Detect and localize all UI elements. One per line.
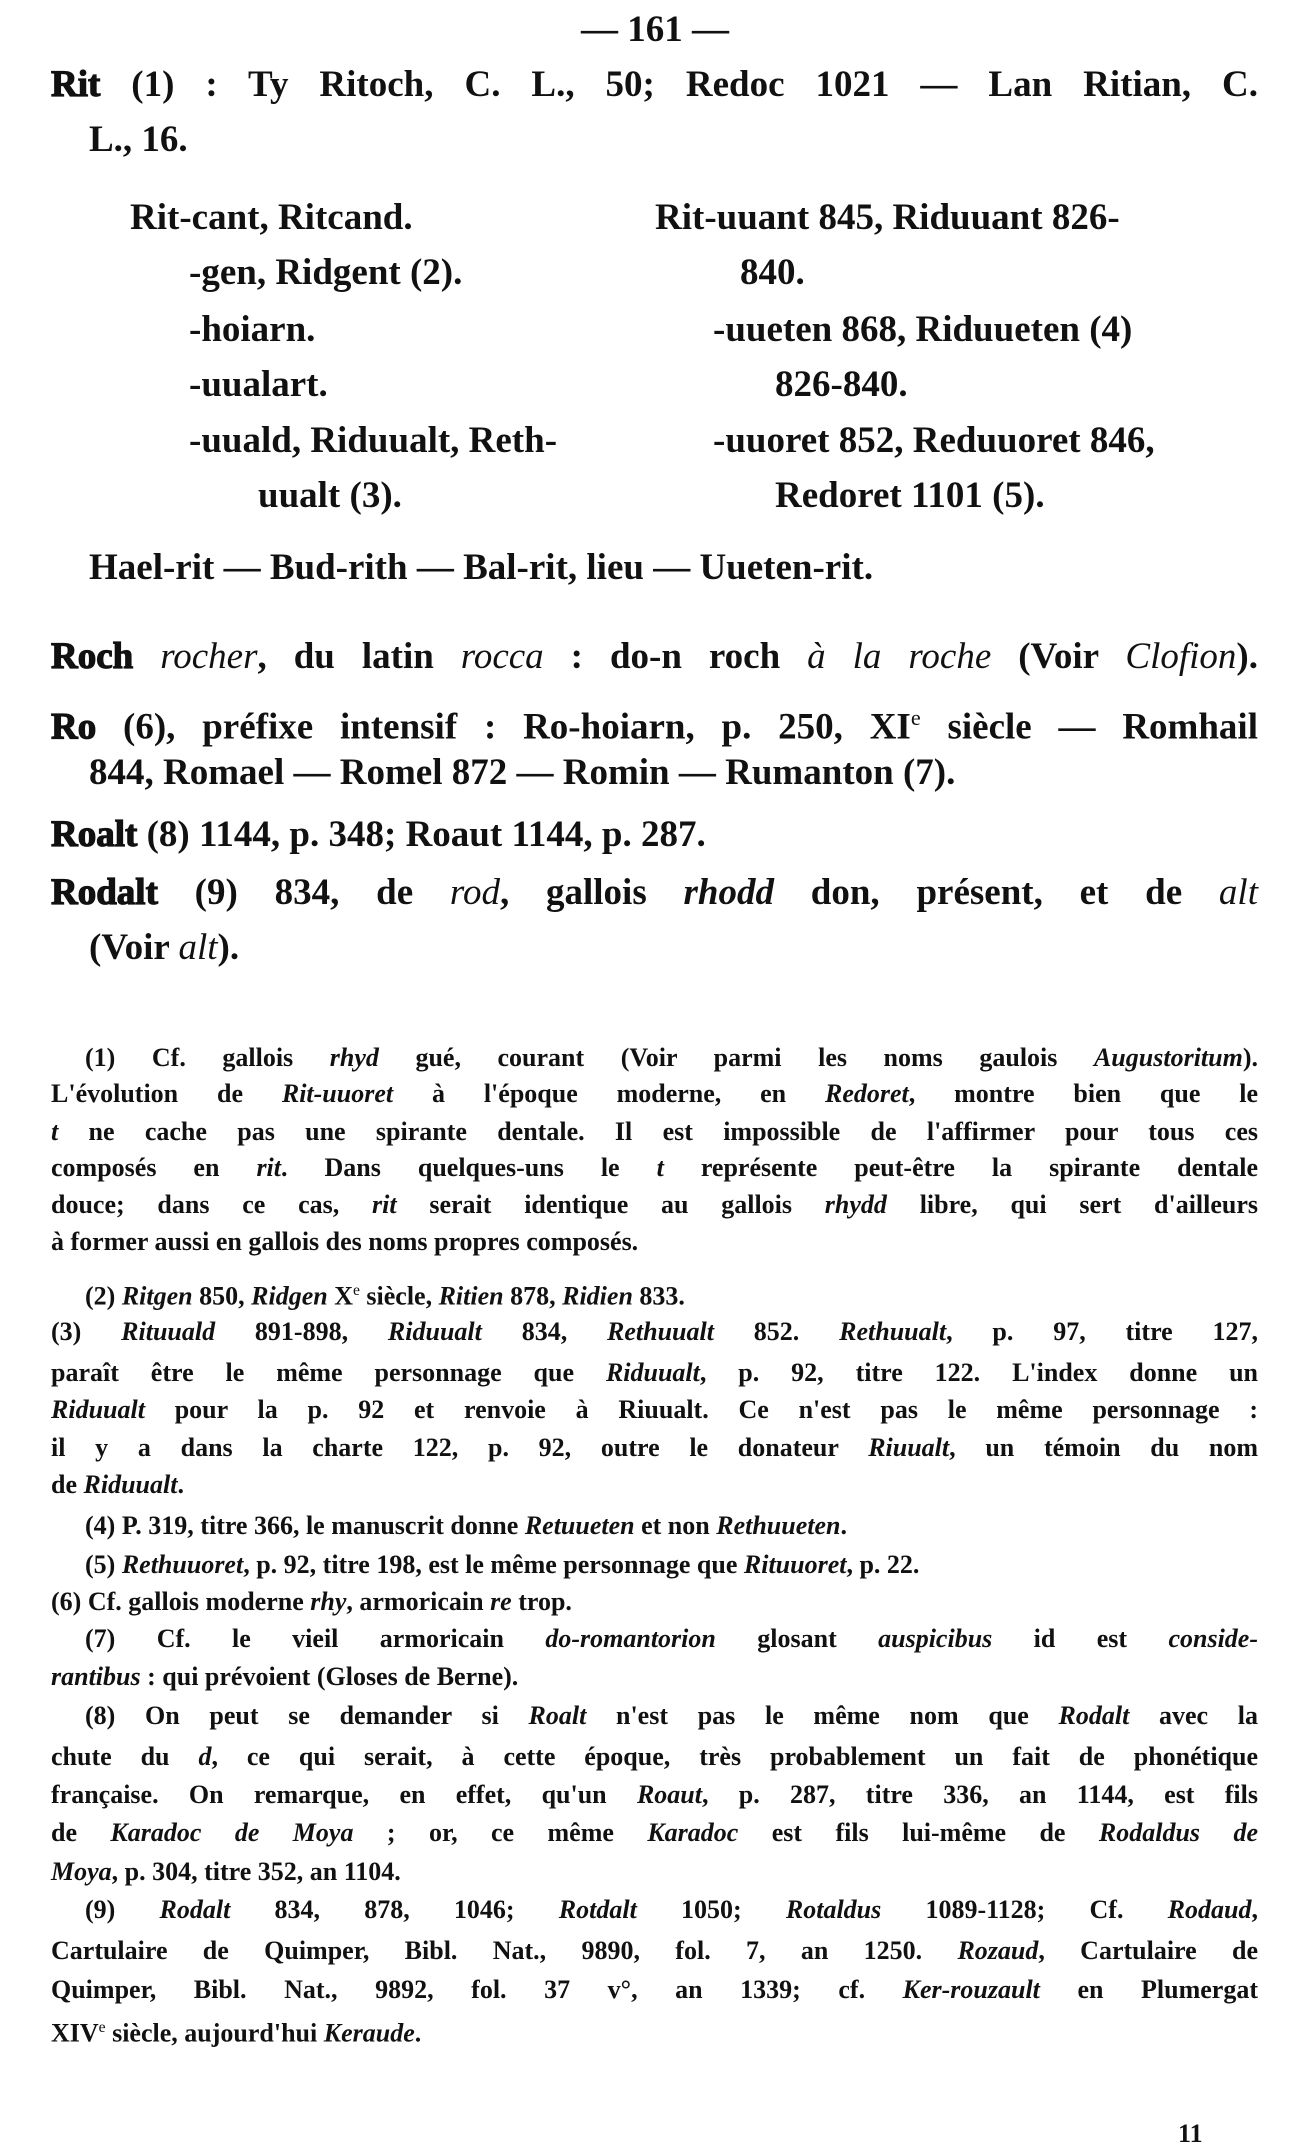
superscript: e (98, 2019, 106, 2036)
text-segment: rhodd (683, 872, 774, 913)
text-segment: , montre bien que le (908, 1079, 1259, 1108)
footnote-line (85, 1894, 1258, 1926)
text-segment: rhy (310, 1587, 347, 1616)
text-line (740, 251, 805, 295)
text-segment: rit (256, 1153, 282, 1182)
superscript: e (910, 705, 921, 730)
text-segment: Ridgen (251, 1281, 328, 1311)
superscript: e (352, 1282, 360, 1299)
text-segment: -gen, Ridgent (2). (189, 252, 463, 293)
text-segment: , gallois (499, 872, 684, 913)
text-segment: gué, courant (Voir parmi les noms gaulois (378, 1043, 1094, 1072)
text-segment: do-romantorion (545, 1624, 716, 1653)
text-segment: Riduualt (605, 1358, 700, 1387)
text-segment: Rotdalt (558, 1895, 637, 1924)
text-segment: Rodaldus de (1098, 1818, 1258, 1847)
text-line (775, 363, 908, 407)
entry-headword: Rit (51, 64, 101, 105)
text-line (51, 696, 1258, 749)
text-segment: ). (1242, 1043, 1258, 1072)
text-segment: (4) P. 319, titre 366, le manuscrit donne (85, 1511, 525, 1540)
footnote-line (51, 1316, 1258, 1348)
text-segment: , p. 22. (846, 1550, 920, 1579)
footnote-line (51, 1189, 1258, 1221)
text-segment: Rotaldus (785, 1895, 882, 1924)
text-segment: Rethuuoret (121, 1550, 244, 1579)
footnote-line (85, 1549, 919, 1581)
text-segment: (8) 1144, p. 348; Roaut 1144, p. 287. (137, 814, 706, 855)
footnote-line (51, 1432, 1258, 1464)
text-segment: alt (178, 927, 218, 968)
text-segment: Riduualt (387, 1317, 482, 1346)
text-segment: conside- (1168, 1624, 1258, 1653)
footnote-line (51, 1226, 638, 1258)
text-segment: glosant (715, 1624, 879, 1653)
footnote-line (85, 1042, 1258, 1074)
text-segment: française. On remarque, en effet, qu'un (51, 1780, 637, 1809)
text-segment: . (414, 2018, 422, 2048)
text-line (189, 419, 557, 463)
text-segment: paraît être le même personnage que (51, 1358, 606, 1387)
text-segment: 878, (503, 1281, 563, 1311)
text-segment: 850, (192, 1281, 252, 1311)
footnote-line (85, 1275, 685, 1312)
text-segment: Clofion (1125, 636, 1237, 677)
text-segment: (6), préfixe intensif : Ro-hoiarn, p. 250, XI (96, 706, 911, 748)
text-segment: 852. (713, 1317, 840, 1346)
text-segment: Rethuualt (607, 1317, 714, 1346)
text-segment: Cartulaire de Quimper, Bibl. Nat., 9890, fol. 7, an 1250. (51, 1936, 958, 1965)
footnote-line (51, 1935, 1258, 1967)
text-segment: en Plumergat (1039, 1975, 1258, 2004)
text-segment: composés en (51, 1153, 257, 1182)
text-segment: Rethuualt (839, 1317, 947, 1346)
text-segment: , p. 304, titre 352, an 1104. (111, 1857, 401, 1886)
text-line (258, 474, 402, 518)
text-segment: . (840, 1511, 847, 1540)
text-segment: ne cache pas une spirante dentale. Il est impossible de l'affirmer pour tous ces (58, 1117, 1258, 1146)
text-segment: , ce qui serait, à cette époque, très probablement un fait de phonétique (211, 1742, 1258, 1771)
text-segment (133, 636, 160, 677)
text-segment: XIV (51, 2018, 99, 2048)
text-segment: re (490, 1587, 512, 1616)
footnote-line (85, 1700, 1258, 1732)
text-segment: , p. 97, titre 127, (946, 1317, 1259, 1346)
text-segment: (2) (85, 1281, 122, 1311)
text-segment: ). (1236, 636, 1258, 677)
text-line (713, 419, 1155, 463)
text-segment: (7) Cf. le vieil armoricain (85, 1624, 546, 1653)
text-segment: t (51, 1117, 59, 1146)
text-segment: 1089-1128; Cf. (881, 1895, 1168, 1924)
text-segment: auspicibus (878, 1624, 993, 1653)
text-segment: -hoiarn. (189, 309, 316, 350)
text-segment: chute du (51, 1742, 199, 1771)
footnote-line (51, 1586, 572, 1618)
text-line (89, 751, 955, 795)
footnote-line (51, 1856, 401, 1888)
footnote-line (85, 1510, 847, 1542)
text-segment: , un témoin du nom (949, 1433, 1258, 1462)
text-segment: 891-898, (215, 1317, 388, 1346)
text-segment: : qui prévoient (Gloses de Berne). (140, 1662, 519, 1691)
text-segment: . (177, 1470, 184, 1499)
text-segment: Rit-uuoret (281, 1079, 394, 1108)
text-segment: Roaut (636, 1780, 702, 1809)
text-segment: Redoret 1101 (5). (775, 475, 1045, 516)
text-segment: Karadoc (647, 1818, 739, 1847)
text-segment: Rozaud (957, 1936, 1039, 1965)
text-segment: 826-840. (775, 364, 908, 405)
text-segment: Rodaud (1167, 1895, 1252, 1924)
text-segment: Redoret (825, 1079, 909, 1108)
text-segment: 834, (481, 1317, 608, 1346)
footnote-line (51, 1469, 184, 1501)
text-line (89, 118, 188, 162)
text-line (89, 926, 239, 970)
text-segment: à la roche (807, 636, 992, 677)
entry-headword: Ro (51, 706, 97, 748)
text-segment: à former aussi en gallois des noms propres composés. (51, 1227, 639, 1256)
text-segment: douce; dans ce cas, (51, 1190, 373, 1219)
text-segment: (1) : Ty Ritoch, C. L., 50; Redoc 1021 — Lan Ritian, C. (100, 64, 1258, 105)
text-segment: , du latin (257, 636, 461, 677)
text-segment: , (1251, 1895, 1258, 1924)
text-segment: (Voir (89, 927, 179, 968)
entry-headword: Rodalt (51, 872, 158, 913)
text-segment: Rodalt (159, 1895, 231, 1924)
text-segment: Rit-uuant 845, Riduuant 826- (655, 197, 1120, 238)
footnote-line (51, 1116, 1258, 1148)
text-segment: libre, qui sert d'ailleurs (886, 1190, 1259, 1219)
text-segment: de (51, 1818, 111, 1847)
text-segment: alt (1218, 872, 1258, 913)
footnote-line (51, 2012, 421, 2049)
text-segment: ; or, ce même (353, 1818, 648, 1847)
text-line (51, 63, 1258, 107)
text-segment: . Dans quelques-uns le (281, 1153, 657, 1182)
text-segment: (1) Cf. gallois (85, 1043, 330, 1072)
text-segment: Rituuoret (743, 1550, 847, 1579)
text-segment: rantibus (51, 1662, 141, 1691)
text-segment: -uuoret 852, Reduuoret 846, (713, 420, 1155, 461)
footnote-line (85, 1623, 1258, 1655)
footnote-line (51, 1741, 1258, 1773)
text-segment: de (51, 1470, 84, 1499)
text-segment: (5) (85, 1550, 122, 1579)
text-segment: rocca (460, 636, 544, 677)
text-segment: est fils lui-même de (738, 1818, 1099, 1847)
text-segment: siècle, aujourd'hui (105, 2018, 324, 2048)
text-line (655, 196, 1120, 240)
text-line (189, 308, 315, 352)
text-line (89, 546, 873, 590)
text-segment: Karadoc de Moya (110, 1818, 354, 1847)
text-segment: Ridien (562, 1281, 633, 1311)
text-segment: serait identique au gallois (396, 1190, 825, 1219)
text-segment: trop. (511, 1587, 572, 1616)
text-segment: t (656, 1153, 664, 1182)
text-segment: (8) On peut se demander si (85, 1701, 529, 1730)
text-segment: -uuald, Riduualt, Reth- (189, 420, 558, 461)
footnote-line (51, 1152, 1258, 1184)
text-segment: à l'époque moderne, en (393, 1079, 826, 1108)
text-segment: 834, 878, 1046; (230, 1895, 559, 1924)
signature-mark: 11 (1178, 2119, 1203, 2148)
text-line (130, 196, 413, 240)
text-segment: pour la p. 92 et renvoie à Riuualt. Ce n'est pas le même personnage : (144, 1395, 1258, 1424)
text-segment: don, présent, et de (773, 872, 1219, 913)
text-segment: rit (372, 1190, 397, 1219)
text-segment: Riduualt (83, 1470, 178, 1499)
text-segment: : do-n roch (543, 636, 808, 677)
text-segment: siècle, (359, 1281, 439, 1311)
text-segment: et non (634, 1511, 717, 1540)
text-segment: , p. 287, titre 336, an 1144, est fils (701, 1780, 1258, 1809)
text-segment: L., 16. (89, 119, 188, 160)
text-segment: -uualart. (189, 364, 328, 405)
text-segment: rocher (160, 636, 258, 677)
text-segment: Retuueten (524, 1511, 635, 1540)
footnote-line (51, 1661, 518, 1693)
text-line (713, 308, 1132, 352)
text-segment: Ritgen (121, 1281, 193, 1311)
text-segment: L'évolution de (51, 1079, 282, 1108)
text-segment: Moya (51, 1857, 112, 1886)
text-line (775, 474, 1045, 518)
text-segment: ). (217, 927, 240, 968)
text-segment: , armoricain (346, 1587, 491, 1616)
entry-headword: Roalt (51, 814, 138, 855)
text-segment: avec la (1129, 1701, 1258, 1730)
text-segment: X (327, 1281, 353, 1311)
text-segment: Ritien (438, 1281, 504, 1311)
text-segment: 833. (632, 1281, 685, 1311)
text-segment: représente peut-être la spirante dentale (663, 1153, 1258, 1182)
text-segment: il y a dans la charte 122, p. 92, outre le donateur (51, 1433, 869, 1462)
footnote-line (51, 1078, 1258, 1110)
footnote-line (51, 1974, 1258, 2006)
text-segment: (6) Cf. gallois moderne (51, 1587, 311, 1616)
text-segment: , Cartulaire de (1038, 1936, 1258, 1965)
text-line (51, 871, 1258, 915)
text-segment: rhyd (329, 1043, 379, 1072)
footnote-line (51, 1779, 1258, 1811)
text-segment: uualt (3). (258, 475, 402, 516)
text-segment: , p. 92, titre 122. L'index donne un (699, 1358, 1258, 1387)
text-line (189, 363, 328, 407)
page-number: — 161 — (581, 9, 729, 50)
text-segment: 1050; (636, 1895, 786, 1924)
text-segment: Ker-rouzault (902, 1975, 1040, 2004)
text-segment: Rituuald (121, 1317, 216, 1346)
text-segment: n'est pas le même nom que (586, 1701, 1059, 1730)
entry-headword: Roch (51, 636, 134, 677)
text-segment: (3) (51, 1317, 122, 1346)
text-segment: Rethuueten (716, 1511, 841, 1540)
footnote-line (51, 1817, 1258, 1849)
text-segment: Riduualt (51, 1395, 145, 1424)
text-segment: 840. (740, 252, 805, 293)
text-segment: Keraude (323, 2018, 415, 2048)
text-segment: -uueten 868, Riduueten (4) (713, 309, 1133, 350)
text-segment: (9) 834, de (157, 872, 450, 913)
text-segment: siècle — Romhail (920, 706, 1258, 748)
footnote-line (51, 1394, 1258, 1426)
text-line (189, 251, 462, 295)
text-segment: Rit-cant, Ritcand. (130, 197, 413, 238)
text-segment: id est (992, 1624, 1169, 1653)
text-segment: Riuualt (868, 1433, 950, 1462)
text-line (51, 813, 706, 857)
text-segment: (9) (85, 1895, 160, 1924)
text-segment: Hael-rit — Bud-rith — Bal-rit, lieu — Uueten-rit. (89, 547, 874, 588)
text-segment: , p. 92, titre 198, est le même personnage que (243, 1550, 744, 1579)
text-segment: Augustoritum (1093, 1043, 1243, 1072)
text-segment: Quimper, Bibl. Nat., 9892, fol. 37 v°, an 1339; cf. (51, 1975, 903, 2004)
text-line (51, 635, 1258, 679)
text-segment: Roalt (528, 1701, 587, 1730)
text-segment: (Voir (991, 636, 1126, 677)
text-segment: rhydd (824, 1190, 887, 1219)
text-segment: 844, Romael — Romel 872 — Romin — Rumanton (7). (89, 752, 956, 793)
text-segment: rod (449, 872, 500, 913)
text-segment: Rodalt (1058, 1701, 1130, 1730)
footnote-line (51, 1357, 1258, 1389)
text-segment: d (198, 1742, 212, 1771)
